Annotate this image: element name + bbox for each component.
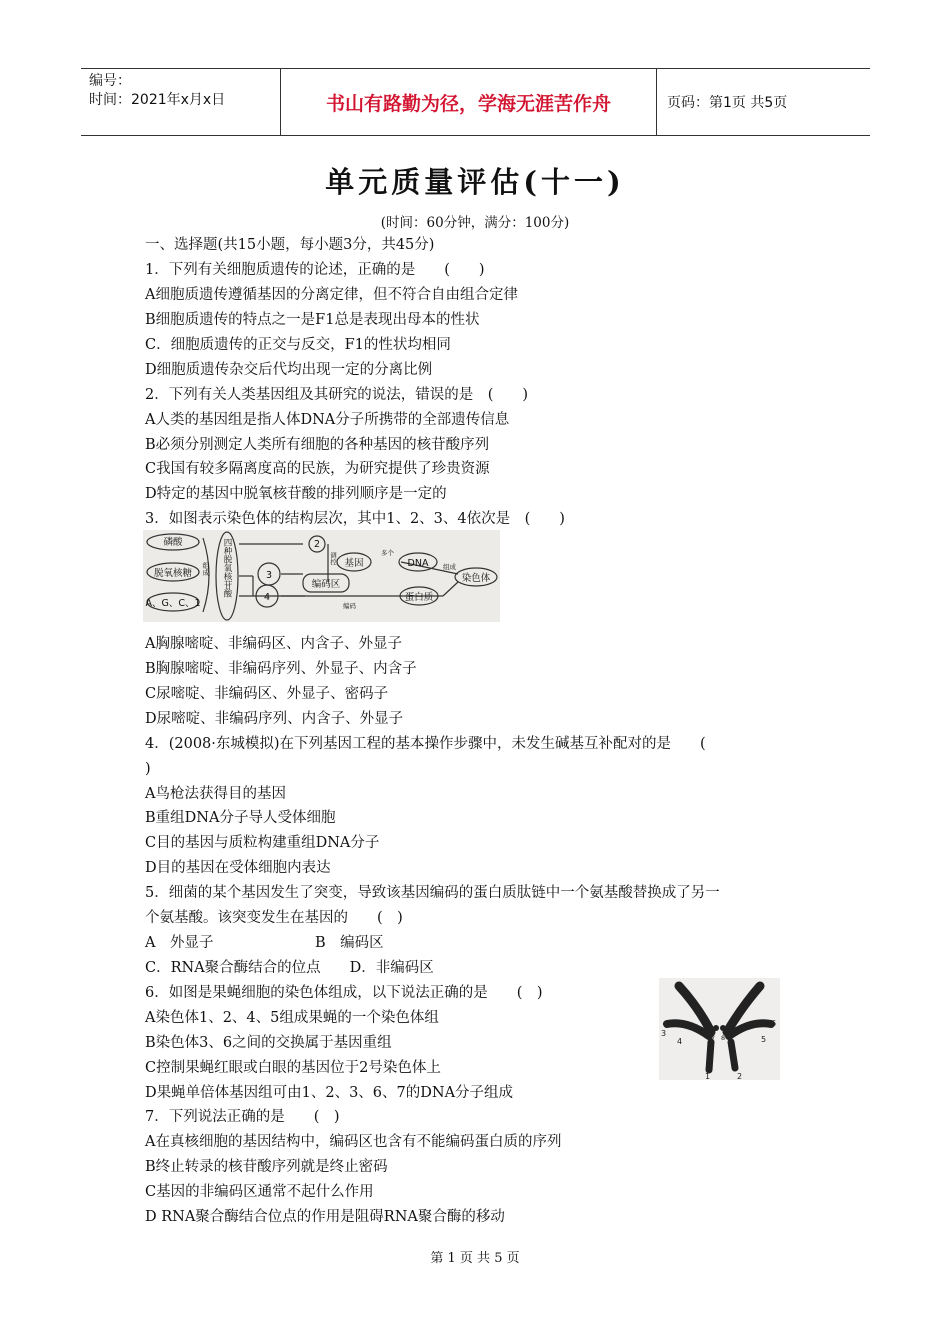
label-6: 6 xyxy=(771,1019,777,1028)
chromosome-1 xyxy=(709,1042,711,1070)
q7-option-c: C基因的非编码区通常不起什么作用 xyxy=(145,1184,374,1200)
fruit-fly-chromosome-figure xyxy=(659,978,780,1080)
q4-option-b: B重组DNA分子导人受体细胞 xyxy=(145,810,336,826)
phosphate-label: 磷酸 xyxy=(163,537,183,548)
q6-option-c: C控制果蝇红眼或白眼的基因位于2号染色体上 xyxy=(145,1060,441,1076)
deoxyribose-label: 脱氧核糖 xyxy=(153,568,193,579)
q2-option-b: B必须分别测定人类所有细胞的各种基因的核苷酸序列 xyxy=(145,437,490,453)
label-8: 8 xyxy=(721,1034,726,1042)
page-subtitle: (时间：60分钟，满分：100分) xyxy=(380,215,570,231)
node-3-label: 3 xyxy=(265,570,273,581)
coding-region-label: 编码区 xyxy=(311,579,341,590)
label-3: 3 xyxy=(661,1029,667,1038)
encode-label: 编码 xyxy=(343,602,356,610)
q6-option-b: B染色体3、6之间的交换属于基因重组 xyxy=(145,1035,392,1051)
node-2-label: 2 xyxy=(313,539,321,550)
q3-option-d: D尿嘧啶、非编码序列、内含子、外显子 xyxy=(145,711,404,727)
header-page-info: 页码：第1页 共5页 xyxy=(667,95,788,111)
figure-background xyxy=(659,978,780,1080)
q3-option-c: C尿嘧啶、非编码区、外显子、密码子 xyxy=(145,686,389,702)
question-2: 2．下列有关人类基因组及其研究的说法，错误的是 ( ) xyxy=(145,387,529,403)
label-1: 1 xyxy=(705,1072,711,1080)
compose2-label: 组成 xyxy=(443,563,456,571)
protein-label: 蛋白质 xyxy=(404,592,434,603)
question-1: 1．下列有关细胞质遗传的论述，正确的是 ( ) xyxy=(145,262,485,278)
chromosome-label: 染色体 xyxy=(461,573,491,584)
q1-option-a: A细胞质遗传遵循基因的分离定律，但不符合自由组合定律 xyxy=(145,287,518,303)
bases-label: A、G、C、1 xyxy=(145,598,201,609)
node-4-label: 4 xyxy=(263,592,271,603)
q5-options-cd: C．RNA聚合酶结合的位点 D．非编码区 xyxy=(145,960,434,976)
q1-option-b: B细胞质遗传的特点之一是F1总是表现出母本的性状 xyxy=(145,312,480,328)
dna-label: DNA xyxy=(407,558,429,569)
label-2: 2 xyxy=(737,1072,743,1080)
q2-option-a: A人类的基因组是指人体DNA分子所携带的全部遗传信息 xyxy=(145,412,510,428)
section-heading: 一、选择题(共15小题，每小题3分，共45分) xyxy=(145,237,435,253)
label-7: 7 xyxy=(711,1034,716,1042)
question-6: 6．如图是果蝇细胞的染色体组成，以下说法正确的是 ( ) xyxy=(145,985,543,1001)
question-7: 7．下列说法正确的是 ( ) xyxy=(145,1109,340,1125)
page-footer: 第 1 页 共 5 页 xyxy=(430,1251,520,1266)
question-4: 4．(2008·东城模拟)在下列基因工程的基本操作步骤中，未发生碱基互补配对的是 ( xyxy=(145,736,706,752)
time-label: 时间：2021年x月x日 xyxy=(89,92,226,108)
chromosome-structure-figure xyxy=(143,530,500,622)
page-header xyxy=(81,68,870,136)
question-4-continued: ) xyxy=(145,761,151,777)
question-5: 5．细菌的某个基因发生了突变，导致该基因编码的蛋白质肽链中一个氨基酸替换成了另一 xyxy=(145,885,720,901)
label-5: 5 xyxy=(761,1035,767,1044)
code-label: 编号： xyxy=(89,73,131,89)
q6-option-d: D果蝇单倍体基因组可由1、2、3、6、7的DNA分子组成 xyxy=(145,1085,514,1101)
q5-options-ab: A 外显子 B 编码区 xyxy=(145,935,384,951)
question-3: 3．如图表示染色体的结构层次，其中1、2、3、4依次是 ( ) xyxy=(145,511,565,527)
q2-option-c: C我国有较多隔离度高的民族，为研究提供了珍贵资源 xyxy=(145,461,490,477)
header-motto: 书山有路勤为径，学海无涯苦作舟 xyxy=(281,69,657,135)
label-4: 4 xyxy=(677,1037,683,1046)
q4-option-a: A鸟枪法获得目的基因 xyxy=(145,786,286,802)
page-title: 单元质量评估(十一) xyxy=(325,165,625,199)
q2-option-d: D特定的基因中脱氧核苷酸的排列顺序是一定的 xyxy=(145,486,447,502)
header-meta xyxy=(81,69,281,135)
q1-option-d: D细胞质遗传杂交后代均出现一定的分离比例 xyxy=(145,362,433,378)
regulate-label: 调控 xyxy=(329,552,337,565)
q1-option-c: C．细胞质遗传的正交与反交，F1的性状均相同 xyxy=(145,337,451,353)
q3-option-a: A胸腺嘧啶、非编码区、内含子、外显子 xyxy=(145,636,402,652)
q7-option-a: A在真核细胞的基因结构中，编码区也含有不能编码蛋白质的序列 xyxy=(145,1134,562,1150)
q3-option-b: B胸腺嘧啶、非编码序列、外显子、内含子 xyxy=(145,661,417,677)
chromosome-8-dot xyxy=(720,1025,726,1031)
chromosome-7-dot xyxy=(713,1025,719,1031)
question-5-continued: 个氨基酸。该突变发生在基因的 ( ) xyxy=(145,910,403,926)
q4-option-d: D目的基因在受体细胞内表达 xyxy=(145,860,331,876)
gene-label: 基因 xyxy=(344,558,364,569)
q4-option-c: C目的基因与质粒构建重组DNA分子 xyxy=(145,835,380,851)
q7-option-b: B终止转录的核苷酸序列就是终止密码 xyxy=(145,1159,388,1175)
compose-label: 组成 xyxy=(202,562,210,576)
chromosome-2 xyxy=(731,1042,735,1068)
many-label: 多个 xyxy=(381,549,394,557)
nucleotide-label: 四种脱氧核苷酸 xyxy=(222,538,232,598)
q7-option-d: D RNA聚合酶结合位点的作用是阻碍RNA聚合酶的移动 xyxy=(145,1209,505,1225)
q6-option-a: A染色体1、2、4、5组成果蝇的一个染色体组 xyxy=(145,1010,439,1026)
